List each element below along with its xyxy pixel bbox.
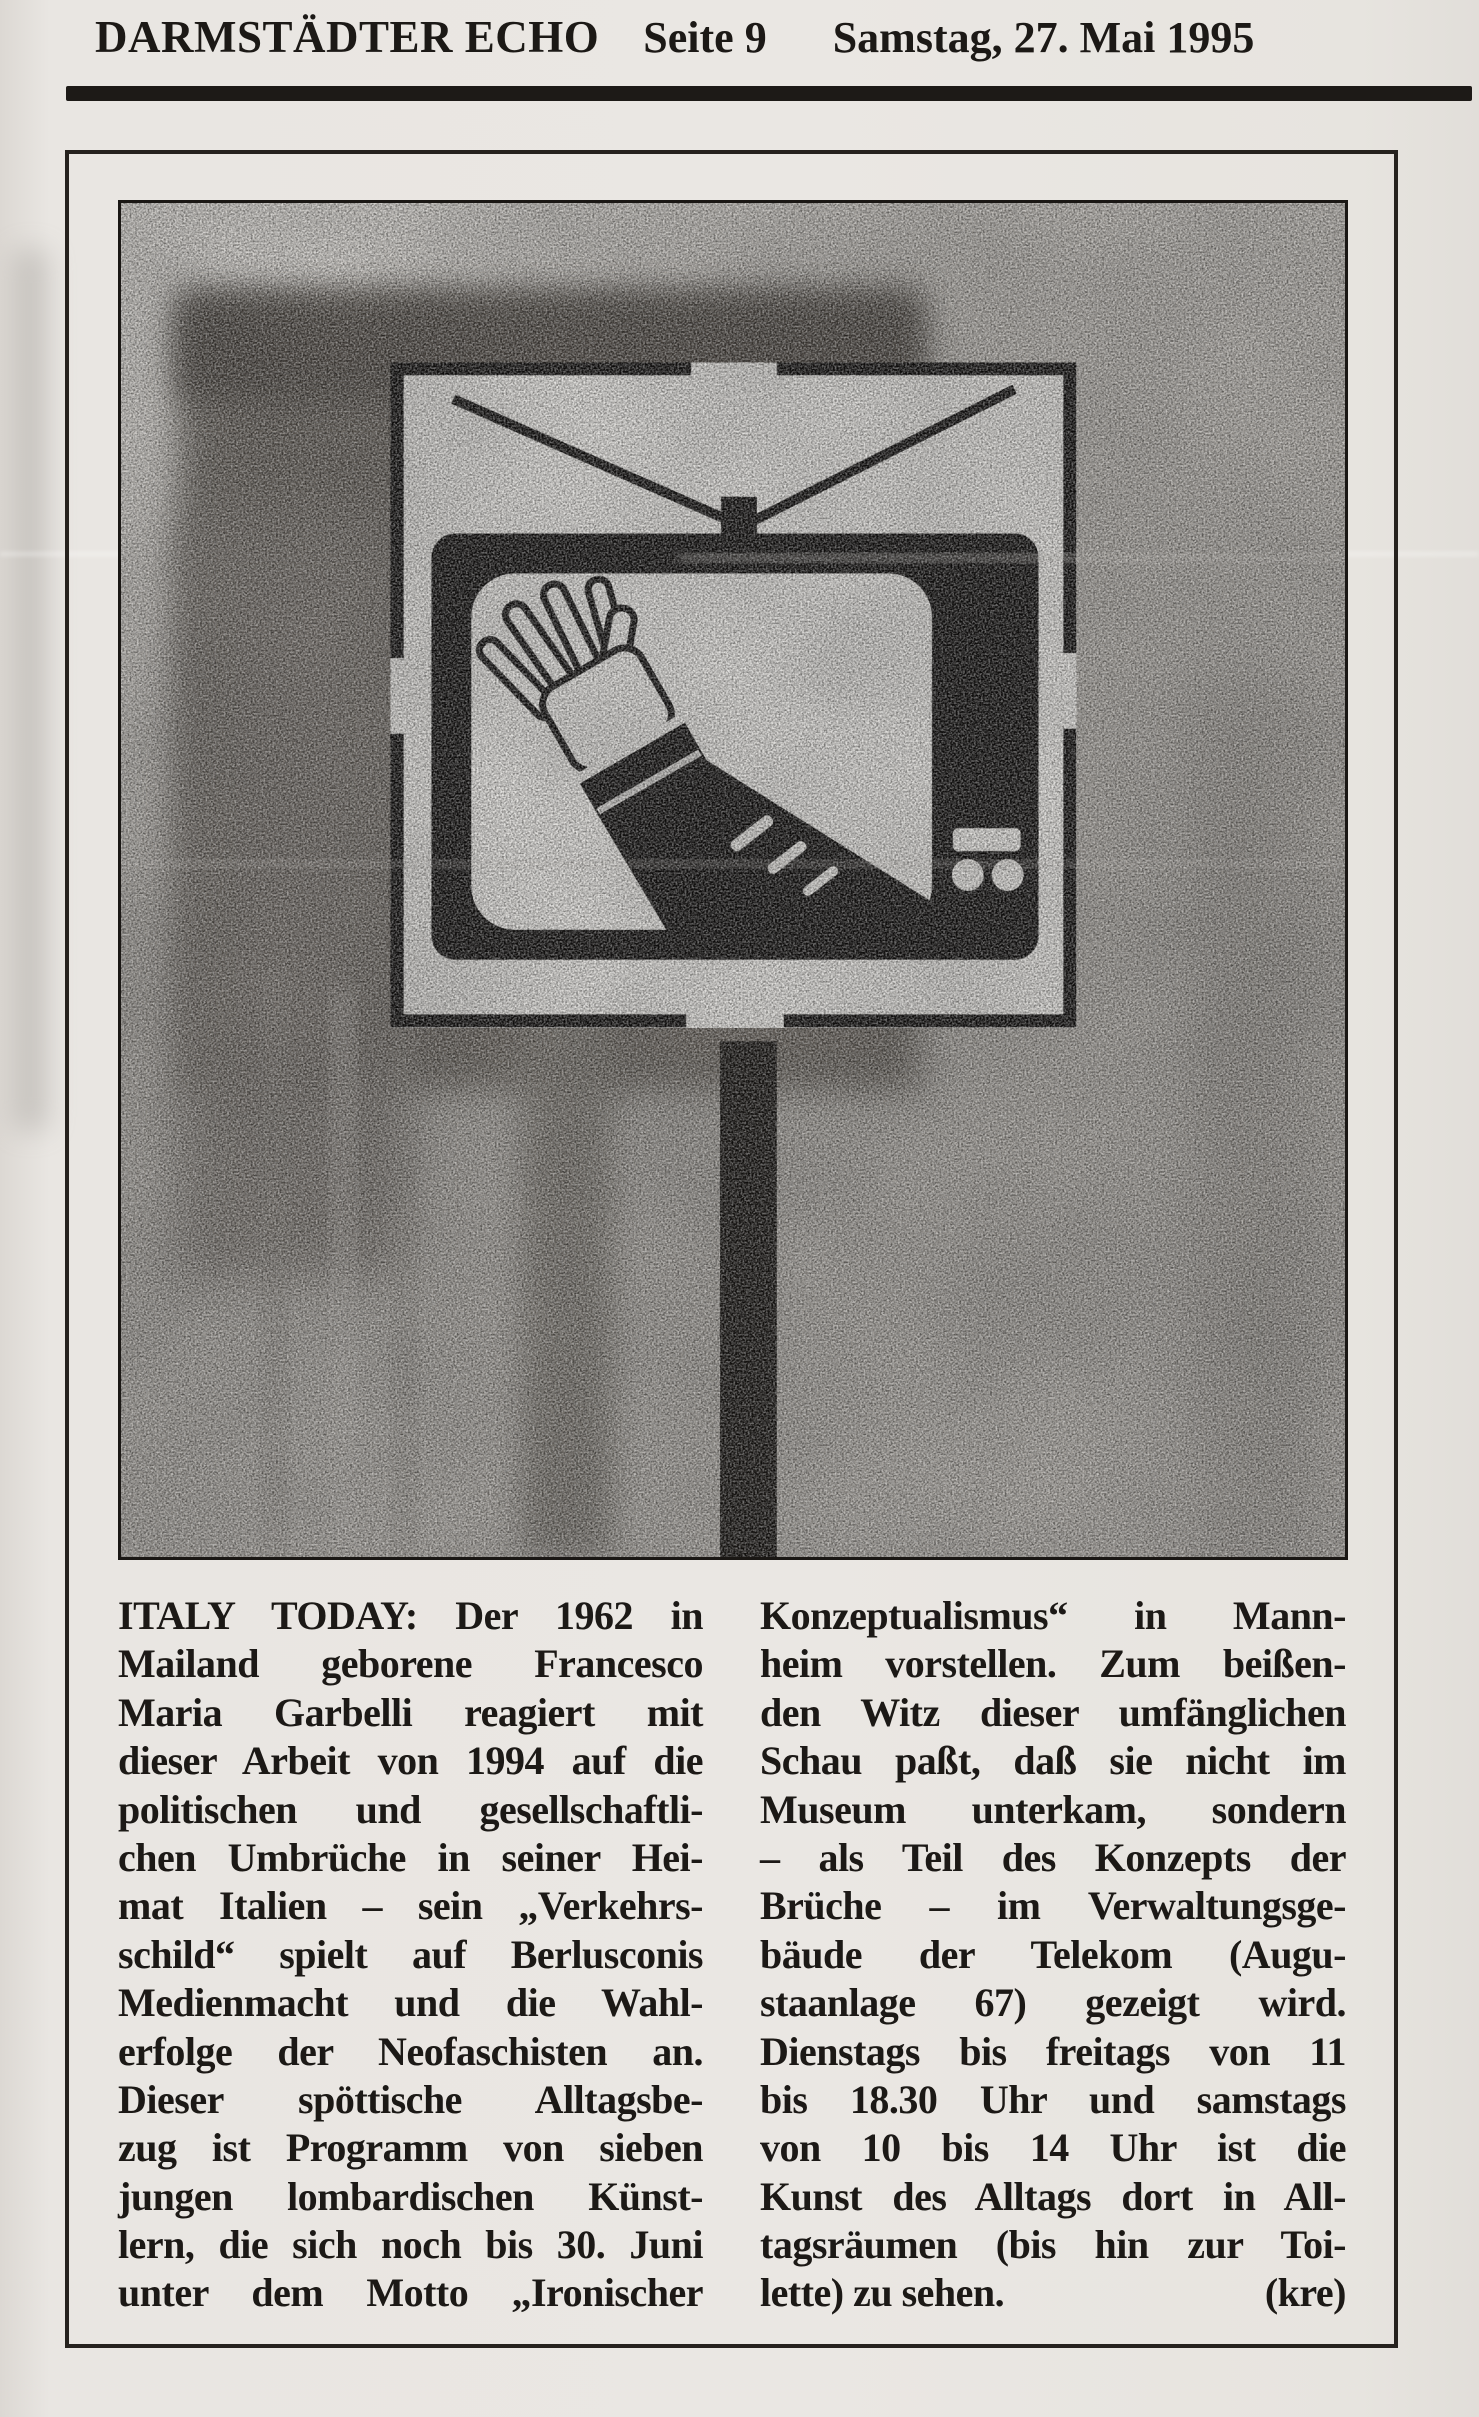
caption-column-left	[118, 1592, 703, 2318]
caption-last-line	[760, 2269, 1346, 2317]
issue-date: Samstag, 27. Mai 1995	[832, 13, 1255, 62]
caption-line: unter dem Motto „Ironischer	[118, 2270, 703, 2316]
caption-line: Dienstags bis freitags von 11	[760, 2028, 1346, 2074]
caption-line: Kunst des Alltags dort in All-	[760, 2173, 1346, 2219]
caption-line: erfolge der Neofaschisten an.	[118, 2028, 703, 2074]
caption-line: Mailand geborene Francesco	[118, 1641, 703, 1687]
caption-line: zug ist Programm von sieben	[118, 2125, 703, 2171]
caption-line: Dieser spöttische Alltagsbe-	[118, 2076, 703, 2122]
caption-line: tagsräumen (bis hin zur Toi-	[760, 2222, 1346, 2268]
caption-line: bis 18.30 Uhr und samstags	[760, 2076, 1346, 2122]
caption-byline: (kre)	[1264, 2270, 1346, 2316]
caption-line: politischen und gesellschaftli-	[118, 1786, 703, 1832]
caption-line: schild“ spielt auf Berlusconis	[118, 1931, 703, 1977]
caption-line: lern, die sich noch bis 30. Juni	[118, 2222, 703, 2268]
caption-line: dieser Arbeit von 1994 auf die	[118, 1738, 703, 1784]
artwork-photo	[118, 200, 1348, 1560]
masthead-title: DARMSTÄDTER ECHO	[95, 12, 600, 62]
photo-caption	[118, 1592, 1350, 2332]
caption-line: jungen lombardischen Künst-	[118, 2173, 703, 2219]
caption-line: Brüche – im Verwaltungsge-	[760, 1883, 1346, 1929]
page-fold-shading	[14, 250, 48, 1130]
article-frame	[65, 150, 1398, 2348]
caption-line: mat Italien – sein „Verkehrs-	[118, 1883, 703, 1929]
caption-line: chen Umbrüche in seiner Hei-	[118, 1834, 703, 1880]
caption-line: Museum unterkam, sondern	[760, 1786, 1346, 1832]
caption-line: Maria Garbelli reagiert mit	[118, 1689, 703, 1735]
header-rule	[66, 86, 1472, 101]
caption-column-right	[760, 1592, 1346, 2318]
caption-line: ITALY TODAY: Der 1962 in	[118, 1593, 703, 1638]
page-number-label: Seite 9	[643, 13, 767, 62]
caption-line: Konzeptualismus“ in Mann-	[760, 1593, 1346, 1638]
caption-line: bäude der Telekom (Augu-	[760, 1931, 1346, 1977]
caption-line: – als Teil des Konzepts der	[760, 1834, 1346, 1880]
caption-line: Schau paßt, daß sie nicht im	[760, 1738, 1346, 1784]
caption-line: heim vorstellen. Zum beißen-	[760, 1641, 1346, 1687]
caption-line: staanlage 67) gezeigt wird.	[760, 1980, 1346, 2026]
caption-last-text: lette) zu sehen.	[760, 2270, 1005, 2316]
caption-line: den Witz dieser umfänglichen	[760, 1689, 1346, 1735]
artwork-photo-graphic	[121, 203, 1345, 1557]
caption-line: von 10 bis 14 Uhr ist die	[760, 2125, 1346, 2171]
caption-line: Medienmacht und die Wahl-	[118, 1980, 703, 2026]
newspaper-header	[95, 14, 1254, 61]
